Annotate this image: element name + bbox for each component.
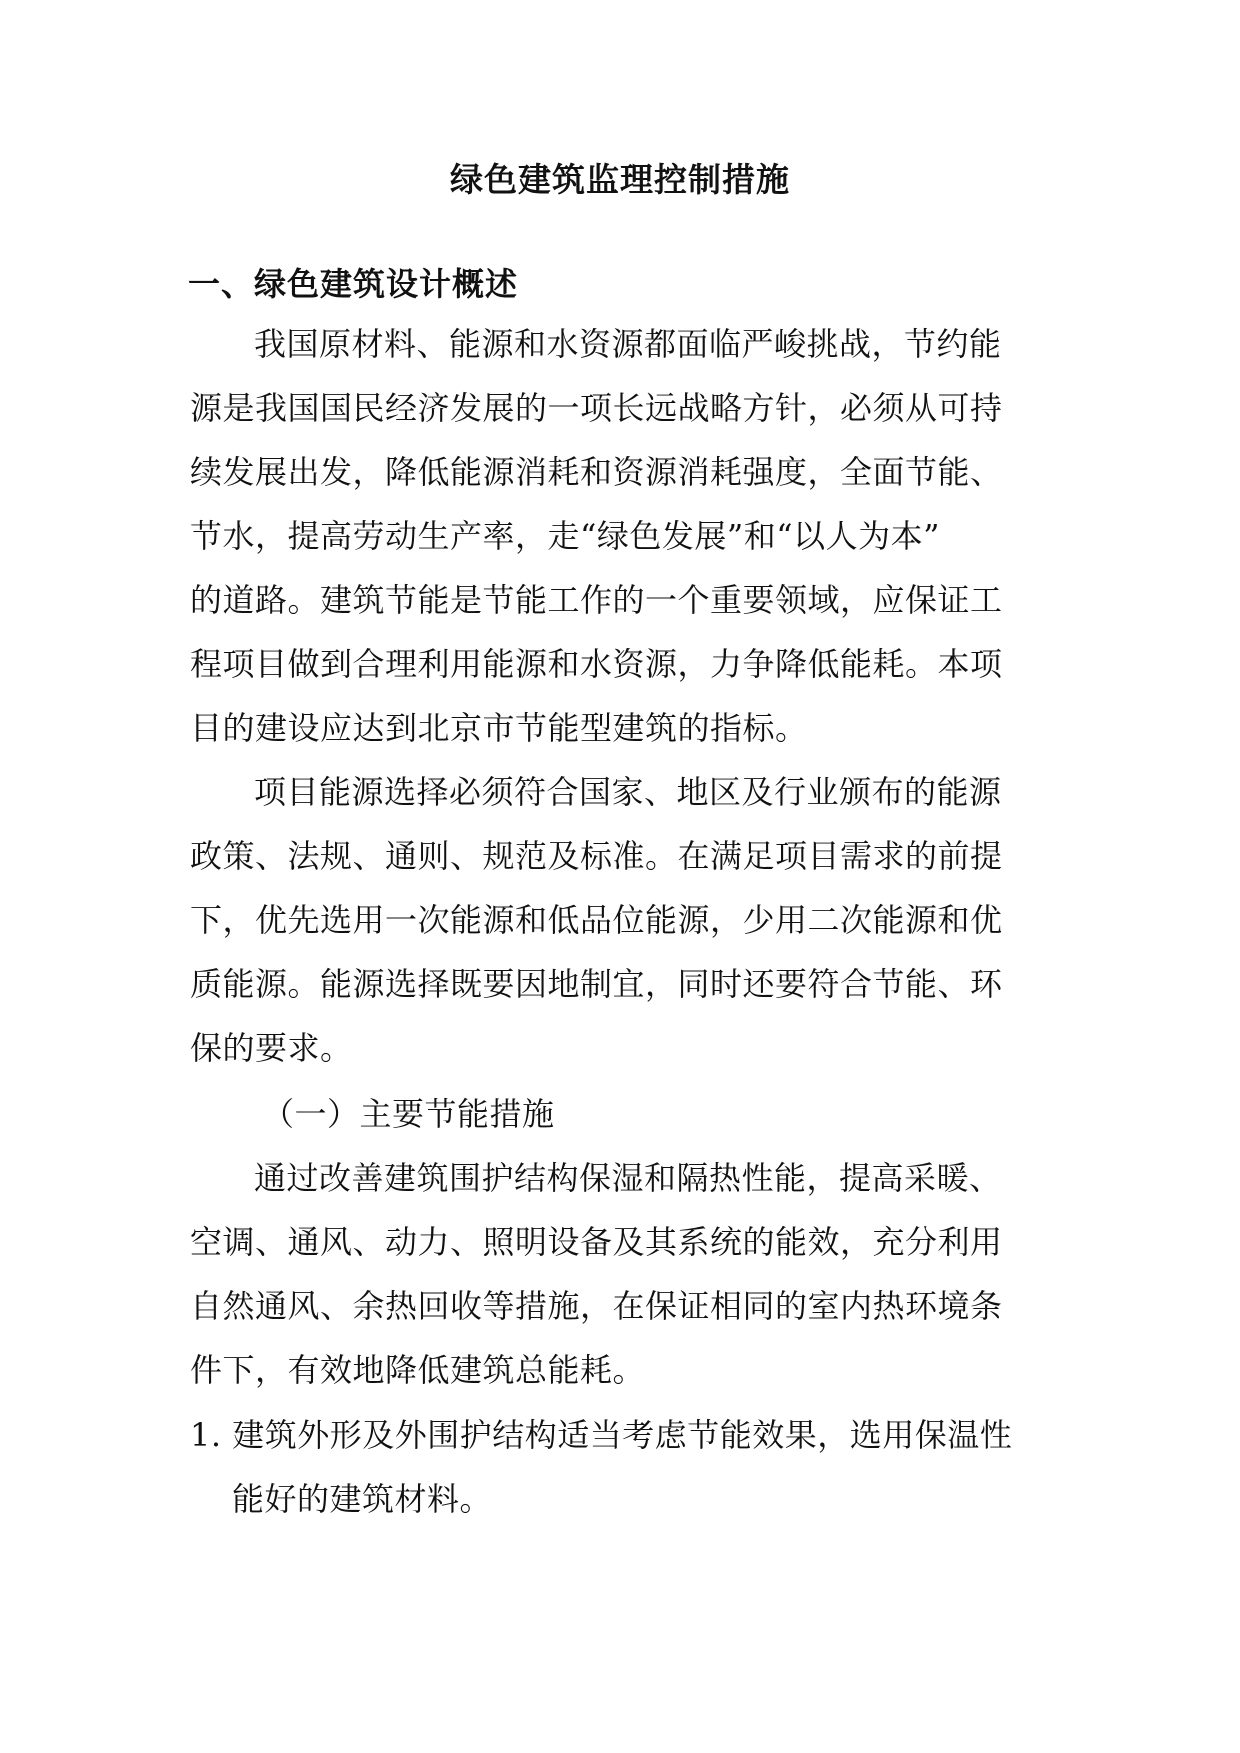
- text-line: 源是我国国民经济发展的一项长远战略方针，必须从可持: [190, 389, 1003, 427]
- text-line: 的道路。建筑节能是节能工作的一个重要领域，应保证工: [190, 581, 1003, 619]
- paragraph-3: [190, 1146, 1030, 1402]
- subheading-block: [190, 1082, 1030, 1146]
- text-line: 程项目做到合理利用能源和水资源，力争降低能耗。本项: [190, 645, 1003, 683]
- text-line: 保的要求。: [190, 1029, 353, 1067]
- paragraph-2: [190, 760, 1030, 1080]
- text-line: 质能源。能源选择既要因地制宜，同时还要符合节能、环: [190, 965, 1003, 1003]
- text-line: 项目能源选择必须符合国家、地区及行业颁布的能源: [254, 773, 1002, 811]
- section-heading: 一、绿色建筑设计概述: [188, 265, 519, 303]
- paragraph-1: [190, 312, 1030, 760]
- text-line: 下，优先选用一次能源和低品位能源，少用二次能源和优: [190, 901, 1003, 939]
- text-line: 空调、通风、动力、照明设备及其系统的能效，充分利用: [190, 1223, 1003, 1261]
- text-line: 续发展出发，降低能源消耗和资源消耗强度，全面节能、: [190, 453, 1003, 491]
- text-line: 目的建设应达到北京市节能型建筑的指标。: [190, 709, 808, 747]
- text-line: 自然通风、余热回收等措施，在保证相同的室内热环境条: [190, 1287, 1003, 1325]
- text-line: 件下，有效地降低建筑总能耗。: [190, 1351, 646, 1389]
- list-item-line: 能好的建筑材料。: [232, 1480, 493, 1518]
- document-title: 绿色建筑监理控制措施: [450, 160, 790, 199]
- text-line: 我国原材料、能源和水资源都面临严峻挑战，节约能: [254, 325, 1002, 363]
- list-item-line: 1. 建筑外形及外围护结构适当考虑节能效果，选用保温性: [190, 1416, 1013, 1454]
- text-line: 通过改善建筑围护结构保湿和隔热性能，提高采暖、: [254, 1159, 1002, 1197]
- list-item-1: [190, 1403, 1030, 1531]
- subheading: （一）主要节能措施: [262, 1095, 555, 1133]
- text-line: 政策、法规、通则、规范及标准。在满足项目需求的前提: [190, 837, 1003, 875]
- text-line: 节水，提高劳动生产率，走“绿色发展”和“以人为本”: [190, 517, 940, 555]
